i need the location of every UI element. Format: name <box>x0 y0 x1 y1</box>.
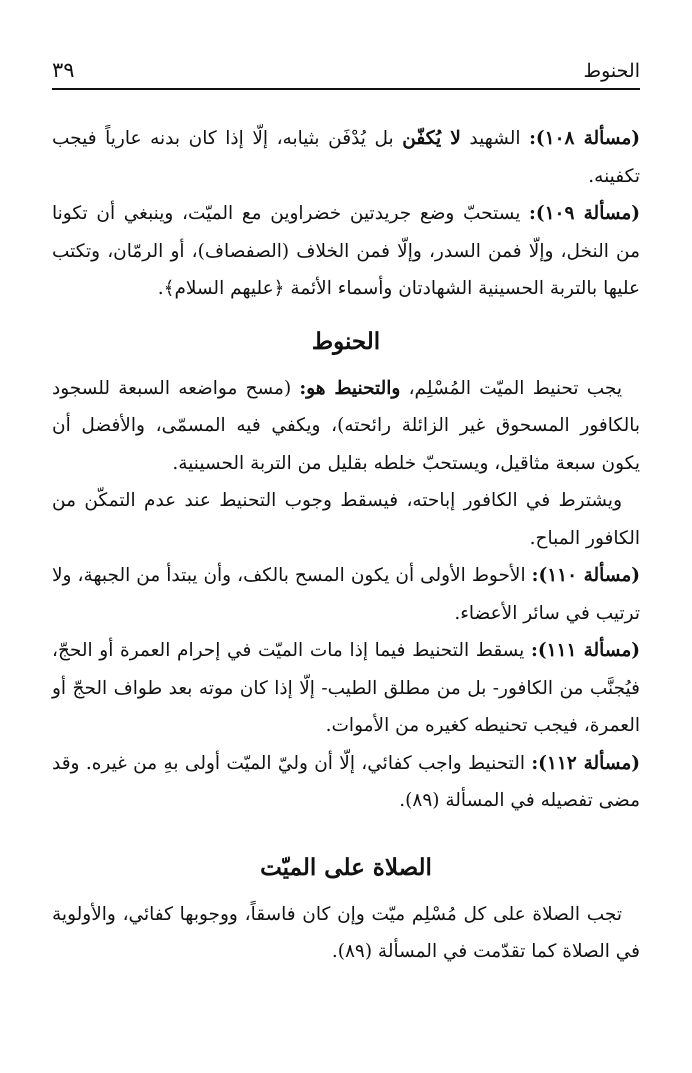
paragraph-text: تجب الصلاة على كل مُسْلِم ميّت وإن كان فاسقاً، ووجوبها كفائي، والأولوية في الصلاة كما تقدّمت في المسألة (٨٩). <box>52 903 640 962</box>
paragraph-text: الأحوط الأولى أن يكون المسح بالكف، وأن يبتدأ من الجبهة، ولا ترتيب في سائر الأعضاء. <box>52 565 640 624</box>
hanut-definition-paragraph <box>52 370 640 483</box>
section-heading-hanut: الحنوط <box>311 327 381 355</box>
paragraph-text: يستحبّ وضع جريدتين خضراوين مع الميّت، وينبغي أن تكونا من النخل، وإلّا فمن السدر، وإلّا فمن الخلاف (الصفصاف)، أو الرمّان، وتكتب عليها بالتربة الحسينية الشهادتان وأسماء الأئمة ﴿عليهم السلام﴾. <box>52 203 640 299</box>
paragraph-text: (مسح مواضعه السبعة للسجود بالكافور المسحوق غير الزائلة رائحته)، ويكفي فيه المسمّى، والأفضل أن يكون سبعة مثاقيل، ويستحبّ خلطه بقليل من التربة الحسينية. <box>52 377 640 474</box>
running-title: الحنوط <box>583 60 640 82</box>
issue-label: (مسألة ١١٠): <box>531 565 640 586</box>
paragraph-text: يجب تحنيط الميّت المُسْلِم، <box>400 377 623 399</box>
paragraph-text: بل يُدْفَن بثيابه، إلّا إذا كان بدنه عارياً فيجب تكفينه. <box>52 128 640 187</box>
issue-112-paragraph <box>52 745 640 820</box>
emphasis-text: لا يُكفّن <box>402 128 461 149</box>
paragraph-text: التحنيط واجب كفائي، إلّا أن وليّ الميّت أولى بهِ من غيره. وقد مضى تفصيله في المسألة (٨٩). <box>52 752 640 811</box>
emphasis-text: والتحنيط هو: <box>299 377 401 399</box>
page-number: ٣٩ <box>52 58 75 82</box>
issue-108-paragraph <box>52 120 640 195</box>
funeral-prayer-paragraph <box>52 896 640 971</box>
paragraph-text: يسقط التحنيط فيما إذا مات الميّت في إحرام العمرة أو الحجّ، فيُجنَّب من الكافور- بل من مطلق الطيب- إلّا إذا كان موته بعد طواف الحجّ أو العمرة، فيجب تحنيطه كغيره من الأموات. <box>52 640 640 736</box>
issue-109-paragraph <box>52 195 640 308</box>
issue-label: (مسألة ١١١): <box>531 640 640 661</box>
issue-label: (مسألة ١١٢): <box>531 752 640 774</box>
paragraph-text: ويشترط في الكافور إباحته، فيسقط وجوب التحنيط عند عدم التمكّن من الكافور المباح. <box>52 490 640 549</box>
camphor-condition-paragraph <box>52 482 640 557</box>
issue-label: (مسألة ١٠٩): <box>529 203 640 224</box>
section-heading-funeral-prayer: الصلاة على الميّت <box>260 853 432 881</box>
page-header <box>52 58 640 90</box>
issue-111-paragraph <box>52 632 640 745</box>
page-body <box>52 120 640 971</box>
paragraph-text: الشهيد <box>460 128 530 149</box>
issue-110-paragraph <box>52 557 640 632</box>
issue-label: (مسألة ١٠٨): <box>529 128 640 149</box>
